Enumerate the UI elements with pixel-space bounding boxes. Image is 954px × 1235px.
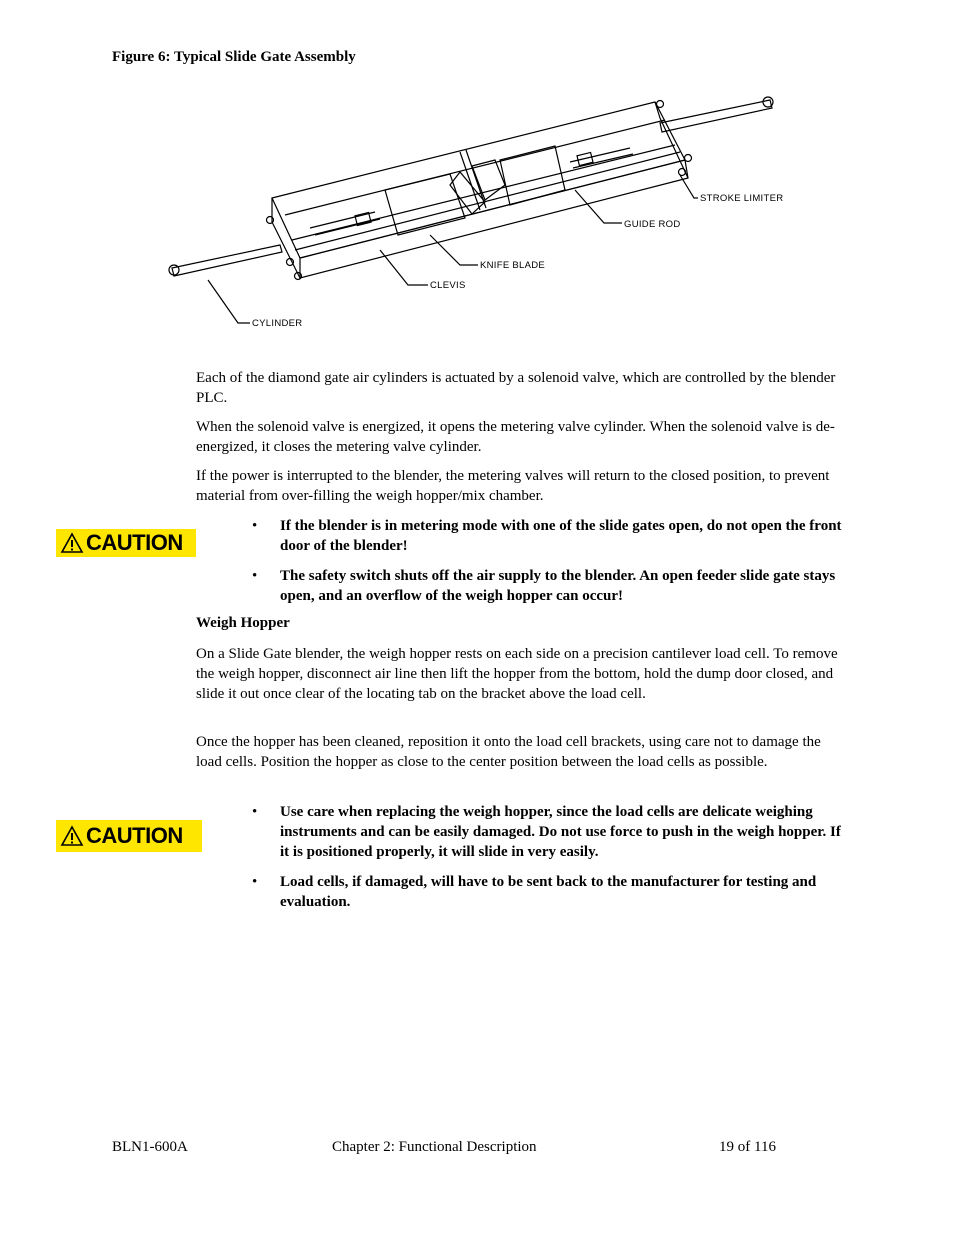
- paragraph-solenoid-valve: Each of the diamond gate air cylinders is actuated by a solenoid valve, which are controlled by the blender PLC.: [196, 370, 836, 406]
- callout-clevis: CLEVIS: [430, 280, 466, 291]
- slide-gate-drawing: [160, 90, 800, 340]
- paragraph-remove-hopper: On a Slide Gate blender, the weigh hopper rests on each side on a precision cantilever load cell. To remove the weigh hopper, disconnect air line then lift the hopper from the bottom, hold the dump door closed, and slide it out once clear of the locating tab on the bracket above the load cell.: [196, 646, 838, 702]
- bullet-symbol: •: [252, 568, 258, 584]
- figure-title: Figure 6: Typical Slide Gate Assembly: [112, 49, 356, 65]
- footer-chapter: Chapter 2: Functional Description: [332, 1139, 537, 1155]
- callout-guide-rod: GUIDE ROD: [624, 219, 681, 230]
- caution2-bullet-text: Use care when replacing the weigh hopper, since the load cells are delicate weighing instruments and can be easily damaged. Do not use force to push in the weigh hopper. If it is positioned properly, it will slide in very easily.: [280, 804, 841, 860]
- caution2-bullet-text: Load cells, if damaged, will have to be sent back to the manufacturer for testing and evaluation.: [280, 874, 817, 910]
- bullet-symbol: •: [252, 804, 258, 820]
- caution-label-2: [56, 820, 202, 852]
- caution2-bullet-item: [252, 872, 852, 912]
- callout-cylinder: CYLINDER: [252, 318, 303, 329]
- caution-label-1: [56, 529, 196, 557]
- paragraph-reposition-hopper: Once the hopper has been cleaned, reposition it onto the load cell brackets, using care not to damage the load cells. Position the hopper as close to the center position between the load cells as possible.: [196, 734, 821, 770]
- bullet-symbol: •: [252, 518, 258, 534]
- paragraph-energized: When the solenoid valve is energized, it opens the metering valve cylinder. When the solenoid valve is de-energized, it closes the metering valve cylinder.: [196, 419, 835, 455]
- caution1-bullet-item: [252, 516, 852, 556]
- warning-triangle-icon: [60, 532, 84, 554]
- paragraph-power-interrupted: If the power is interrupted to the blender, the metering valves will return to the closed position, to prevent material from over-filling the weigh hopper/mix chamber.: [196, 468, 830, 504]
- callout-knife-blade: KNIFE BLADE: [480, 260, 546, 271]
- callout-stroke-limiter: STROKE LIMITER: [700, 193, 784, 204]
- footer-doc-id: BLN1-600A: [112, 1139, 188, 1155]
- caution-text-2: CAUTION: [86, 823, 183, 848]
- caution-text-1: CAUTION: [86, 530, 183, 555]
- warning-triangle-icon: [60, 825, 84, 847]
- caution1-bullet-text: The safety switch shuts off the air supply to the blender. An open feeder slide gate stays open, and an overflow of the weigh hopper can occur!: [280, 568, 836, 604]
- caution2-bullet-item: [252, 802, 852, 862]
- footer-page-number: 19 of 116: [719, 1139, 776, 1155]
- caution1-bullet-item: [252, 566, 852, 606]
- slide-gate-assembly-figure: [160, 90, 800, 340]
- bullet-symbol: •: [252, 874, 258, 890]
- caution1-bullet-text: If the blender is in metering mode with one of the slide gates open, do not open the front door of the blender!: [280, 518, 842, 554]
- section-heading-weigh-hopper: Weigh Hopper: [196, 615, 290, 631]
